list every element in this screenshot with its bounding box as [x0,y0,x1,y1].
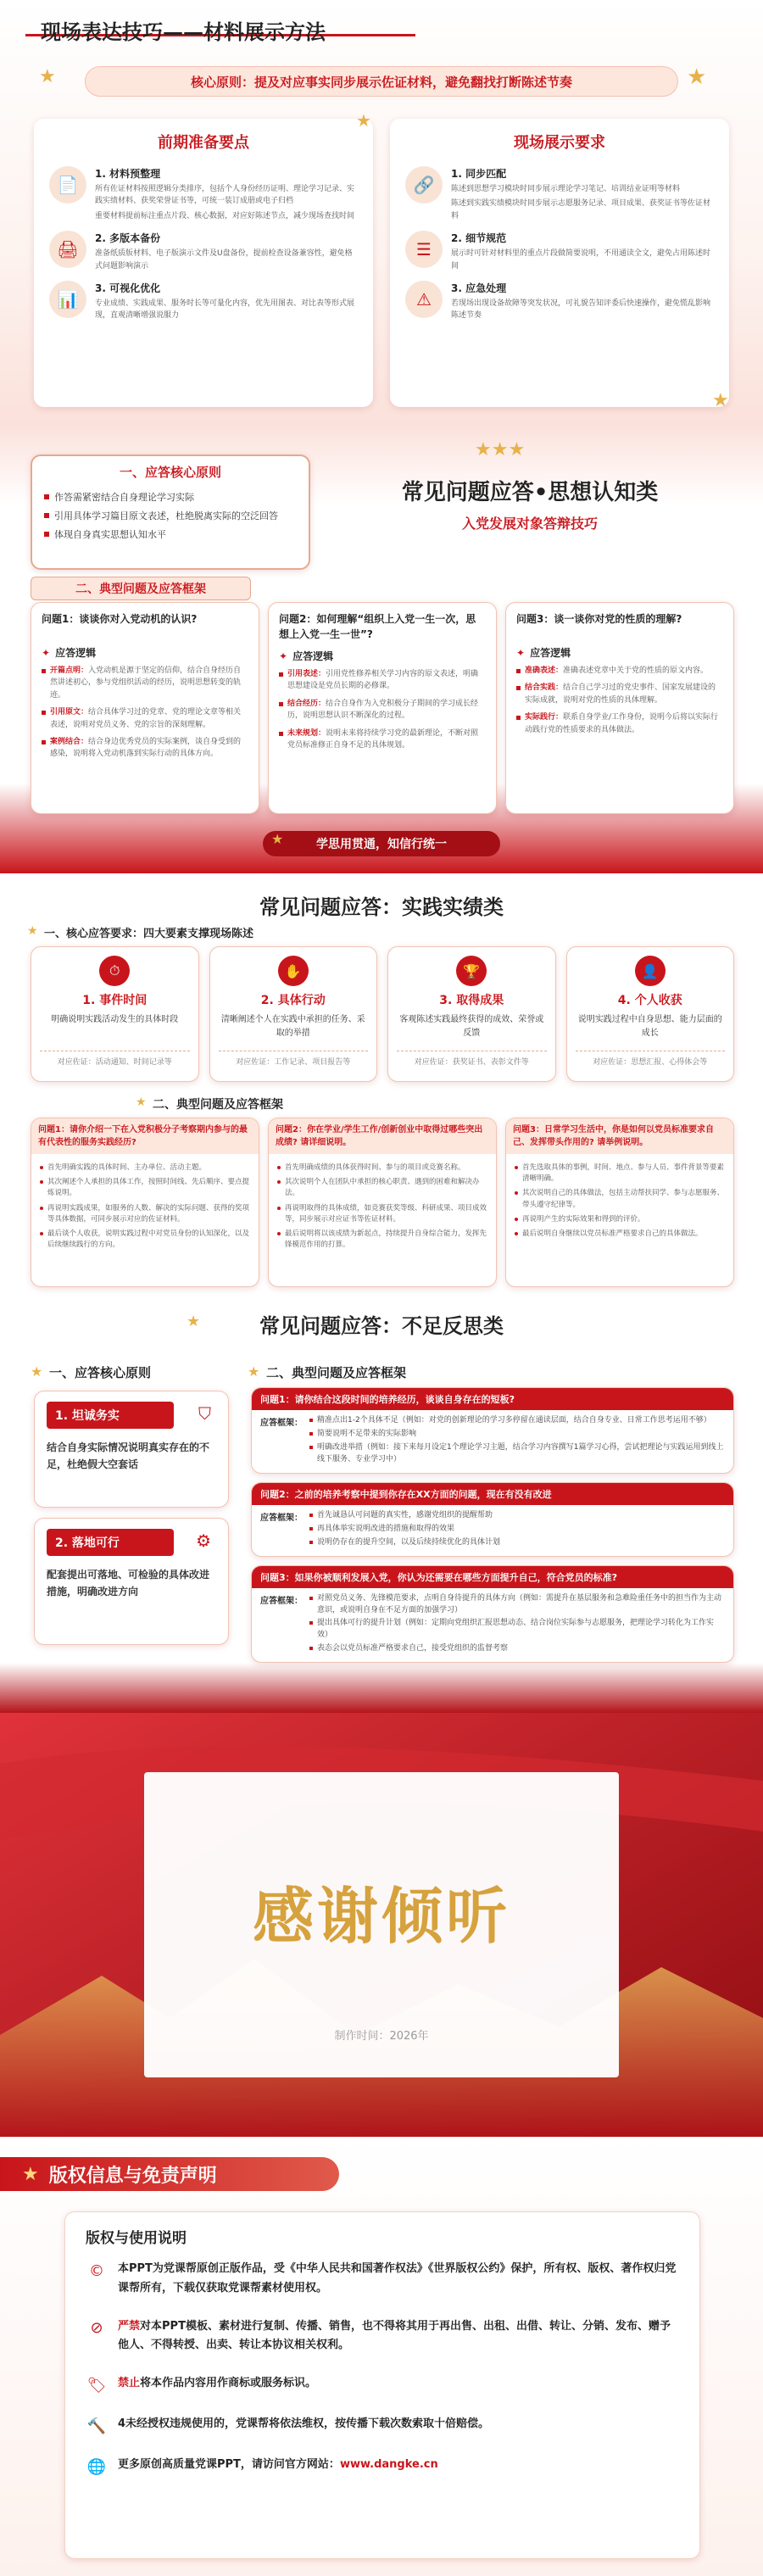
practice-answer [277,1229,487,1251]
answer-label: 应答框架： [260,1596,303,1606]
material-icon: 🖨 [49,231,86,268]
logic-item [42,736,248,761]
section-reflection [0,1297,763,1713]
star-icon: ★ [27,924,38,938]
star-icon: ★ [712,390,729,411]
logic-key: 实际践行： [525,713,564,722]
reflection-question: 问题2：之前的培养考察中提到你存在XX方面的问题，现在有没有改进 [252,1483,733,1505]
material-item-text [451,231,714,272]
shield-icon: ⛉ [198,1403,211,1424]
practice-answer [515,1188,725,1210]
logic-label-text: 应答逻辑 [530,647,571,659]
practice-answer [40,1229,250,1251]
copyright-text [118,2260,679,2299]
thought-main-title: 常见问题应答•思想认知类 [401,480,659,505]
logic-label [42,645,248,660]
bullet-icon [42,740,46,744]
bullet-icon [277,1232,281,1235]
copyright-item [86,2415,679,2437]
principle-feasible [34,1518,229,1645]
reflection-title: 常见问题应答：不足反思类 [259,1314,504,1338]
thanks-panel [144,1772,619,2077]
copyright-text [118,2456,438,2475]
requirement-heading: 2. 具体行动 [260,994,326,1007]
logic-label [279,649,486,663]
copyright-item [86,2456,679,2478]
copyright-title: 版权信息与免责声明 [48,2165,217,2187]
bullet-icon [516,686,521,690]
practice-core-label: 一、核心应答要求：四大要素支撑现场陈述 [44,928,254,940]
bullet-icon [277,1207,281,1210]
answer-item [309,1593,725,1617]
logic-key: 引用表述： [287,670,326,678]
answer-item [309,1415,725,1427]
bullet-icon [277,1180,281,1184]
principle-honest-title: 1. 坦诚务实 [47,1402,174,1429]
logic-value: 说明未来将持续学习党的最新理论，不断对照党员标准修正自身不足的具体规划。 [287,728,479,750]
bullet-icon [44,513,49,518]
practice-answer [515,1214,725,1225]
practice-question-card [31,1118,259,1287]
core-principle-item [44,490,297,505]
material-item-text [95,231,358,272]
logic-item [279,728,486,752]
requirement-evidence: 对应佐证：获奖证书、表彰文件等 [397,1051,547,1067]
answer-item-text: 再具体举实说明改进的措施和取得的效果 [317,1524,455,1533]
principle-honest-text: 结合自身实际情况说明真实存在的不足，杜绝假大空套话 [47,1441,210,1471]
practice-answer [515,1163,725,1185]
logic-key: 案例结合： [50,737,89,746]
copyright-icon: 🔨 [86,2417,107,2435]
practice-answer-text: 最后说明将以该成绩为新起点，持续提升自身综合能力，发挥先锋模范作用的打算。 [285,1229,487,1250]
practice-question-card [505,1118,734,1287]
star-icon: ★★★ [475,439,526,460]
practice-question: 问题1：请你介绍一下在入党积极分子考察期内参与的最有代表性的服务实践经历? [31,1118,259,1154]
website-link[interactable]: www.dangke.cn [339,2458,438,2471]
practice-title: 常见问题应答：实践实绩类 [259,895,504,919]
answer-item-text: 对照党员义务、先锋模范要求，点明自身待提升的具体方向（例如：需提升在基层服务和急难险重任务中的担当作为主动意识，或说明自身在不足方面的加强学习） [317,1593,722,1614]
prep-card [34,119,373,407]
core-principle-box [31,454,310,570]
material-item-text [95,281,358,322]
copyright-text [118,2374,316,2394]
copyright-body: 未经授权违规使用的，党课帮将依法维权，按传播下载次数索取十倍赔偿。 [125,2417,490,2430]
material-item-text [95,166,358,222]
material-item-body-extra: 陈述到实践实绩模块时同步展示志愿服务记录、项目成果、获奖证书等佐证材料 [451,199,711,220]
core-principle-text: 引用具体学习篇目原文表述，杜绝脱离实际的空泛回答 [54,510,278,522]
bullet-icon [309,1647,313,1650]
requirement-icon: ✋ [278,956,309,986]
practice-question-card [268,1118,497,1287]
answer-item-text: 首先诚恳认可问题的真实性，感谢党组织的提醒帮助 [317,1510,493,1519]
material-icon: ☰ [405,231,443,268]
answer-list [309,1510,725,1551]
section-copyright [0,2137,763,2576]
reflection-question: 问题1：请你结合这段时间的培养经历，谈谈自身存在的短板? [252,1388,733,1410]
bullet-icon [309,1541,313,1544]
material-item-heading: 1. 材料预整理 [95,168,161,180]
bullet-icon [309,1419,313,1422]
material-item [49,166,358,222]
section-material-display [0,0,763,424]
requirement-card [31,946,199,1082]
thought-question-card [31,602,259,814]
bullet-icon [515,1232,518,1235]
practice-questions [31,1118,734,1287]
answer-item-text: 说明仍存在的提升空间，以及后续持续优化的具体计划 [317,1537,501,1547]
answer-item [309,1442,725,1466]
bullet-icon [40,1232,43,1235]
material-item [405,231,714,272]
display-items [390,153,729,327]
thought-questions [31,602,734,814]
logic-value: 结合具体学习过的党章、党的理论文章等相关表述，说明对党员义务、党的宗旨的深刻理解。 [50,708,242,729]
requirement-card [387,946,556,1082]
core-principle-item [44,527,297,542]
bullet-icon [515,1166,518,1169]
page-title: 现场表达技巧——材料展示方法 [41,20,326,44]
requirement-card [566,946,735,1082]
unity-banner [263,831,500,856]
prep-card-title: 前期准备要点 [158,134,249,152]
unity-banner-text: 学思用贯通，知信行统一 [316,838,447,851]
practice-answer-list [506,1154,733,1245]
logic-icon: ✦ [279,650,288,662]
copyright-subtitle: 版权与使用说明 [86,2230,187,2247]
reflection-question-card [251,1565,734,1664]
practice-answer-text: 首先明确实践的具体时间、主办单位、活动主题。 [47,1163,207,1172]
logic-key: 未来规划： [287,728,326,738]
material-item-heading: 1. 同步匹配 [451,168,507,180]
practice-answer [277,1163,487,1174]
bullet-icon [40,1207,43,1210]
copyright-icon: ⊘ [90,2319,103,2337]
practice-answer-text: 其次说明自己的具体做法，包括主动帮扶同学、参与志愿服务、带头遵守纪律等。 [522,1189,725,1209]
copyright-body: 对本PPT模板、素材进行复制、传播、销售，也不得将其用于再出售、出租、出借、转让、分销、发布、赠予他人、不得转授、出卖、转让本协议相关权利。 [118,2319,671,2352]
logic-key: 结合经历： [287,699,326,708]
logic-item [516,711,723,736]
material-item-heading: 3. 可视化优化 [95,282,161,294]
material-item-body: 所有佐证材料按照逻辑分类排序，包括个人身份经历证明、理论学习记录、实践实绩材料、获奖荣誉证书等，可统一装订成册或电子归档 [95,185,355,206]
bullet-icon [516,716,521,720]
practice-answer [40,1203,250,1225]
requirement-heading: 3. 取得成果 [439,994,504,1007]
section-practice [0,873,763,1297]
practice-question: 问题2：你在学业/学生工作/创新创业中取得过哪些突出成绩? 请详细说明。 [269,1118,496,1154]
section-thought [0,424,763,873]
reflection-answer [252,1410,733,1473]
requirement-card [209,946,378,1082]
answer-item [309,1524,725,1536]
principle-feasible-text: 配套提出可落地、可检验的具体改进措施，明确改进方向 [47,1569,210,1598]
practice-answer [277,1177,487,1199]
star-icon: ★ [187,1313,201,1330]
answer-label: 应答框架： [260,1419,303,1428]
answer-item-text: 精准点出1-2个具体不足（例如：对党的创新理论的学习多停留在通读层面，结合自身专业、日常工作思考运用不够） [317,1416,711,1425]
prep-items [34,153,373,327]
practice-answer [515,1229,725,1240]
bullet-icon [44,532,49,537]
core-principle-item [44,509,297,523]
practice-frame-title: 二、典型问题及应答框架 [153,1098,283,1112]
reflection-answer [252,1505,733,1556]
thought-frame-title: 二、典型问题及应答框架 [31,577,251,600]
logic-label [516,645,723,660]
bullet-icon [42,711,46,715]
thought-subtitle: 入党发展对象答辩技巧 [461,516,598,532]
requirement-evidence: 对应佐证：思想汇报、心得体会等 [576,1051,726,1067]
answer-item [309,1618,725,1642]
core-principle-text: 体现自身真实思想认知水平 [54,529,166,541]
bullet-icon [40,1180,43,1184]
thought-question: 问题3：谈一谈你对党的性质的理解? [516,613,682,625]
copyright-prefix: 4 [118,2417,126,2430]
logic-key: 结合实践： [525,683,564,693]
core-principle-text: 作答需紧密结合自身理论学习实际 [54,492,194,503]
thought-question: 问题2：如何理解“组织上入党一生一次，思想上入党一生一世”? [279,613,476,640]
bullet-icon [279,702,283,706]
thanks-title: 感谢倾听 [252,1881,510,1952]
bullet-icon [309,1597,313,1600]
logic-value: 结合身边优秀党员的实际案例，谈自身受到的感染，说明将入党动机落到实际行动的具体方向。 [50,737,242,759]
answer-item-text: 简要说明不足带来的实际影响 [317,1429,417,1438]
bullet-icon [309,1514,313,1517]
material-item-body: 准备纸质版材料、电子版演示文件及U盘备份，提前检查设备兼容性，避免格式问题影响演示 [95,249,353,270]
practice-answer-text: 最后谈个人收获，说明实践过程中对党员身份的认知深化，以及后续继续践行的方向。 [47,1229,250,1250]
requirement-heading: 4. 个人收获 [617,994,682,1007]
requirement-desc: 客观陈述实践最终获得的成效、荣誉或反馈 [399,1015,544,1038]
gear-icon: ⚙ [196,1531,211,1551]
material-item [405,166,714,222]
material-icon: 📊 [49,281,86,318]
practice-answer [277,1203,487,1225]
bullet-icon [309,1432,313,1436]
practice-cards [31,946,734,1082]
star-icon: ★ [687,64,707,90]
logic-item [42,706,248,731]
bullet-icon [515,1218,518,1221]
logic-item [279,698,486,722]
display-card-title: 现场展示要求 [514,134,605,152]
answer-item [309,1429,725,1441]
answer-item [309,1537,725,1549]
logic-value: 准确表述党章中关于党的性质的原文内容。 [563,666,709,675]
material-icon: 📄 [49,166,86,204]
practice-answer-text: 再说明产生的实际效果和得到的评价。 [522,1214,645,1224]
copyright-item [86,2317,679,2356]
logic-value: 入党动机是源于坚定的信仰，结合自身经历自然讲述初心，参与党组织活动的经历，说明思想转变的轨迹。 [50,666,242,700]
bullet-icon [279,672,283,677]
reflection-question-card [251,1387,734,1474]
answer-label: 应答框架： [260,1513,303,1523]
practice-answer-text: 首先明确成绩的具体获得时间、参与的项目或竞赛名称。 [285,1163,465,1172]
reflection-answer [252,1588,733,1663]
copyright-body: 将本作品内容用作商标或服务标识。 [140,2377,317,2389]
requirement-desc: 明确说明实践活动发生的具体时段 [51,1015,179,1024]
thought-question-card [268,602,497,814]
star-icon: ★ [271,831,284,847]
answer-item-text: 表态会以党员标准严格要求自己，接受党组织的监督考察 [317,1644,509,1653]
requirement-desc: 说明实践过程中自身思想、能力层面的成长 [577,1015,722,1038]
copyright-item [86,2374,679,2396]
star-icon: ★ [248,1363,260,1380]
logic-key: 开篇点明： [50,666,89,675]
copyright-body: 本PPT为党课帮原创正版作品，受《中华人民共和国著作权法》《世界版权公约》保护，所有权、版权、著作权归党课帮所有，下载仅获取党课帮素材使用权。 [118,2262,677,2294]
requirement-icon: 🏆 [456,956,487,986]
copyright-icon: 🌐 [86,2457,107,2476]
star-icon: ★ [22,2163,39,2185]
logic-item [516,682,723,706]
logic-item [279,668,486,693]
copyright-icon: © [89,2261,104,2280]
practice-answer-text: 其次说明个人在团队中承担的核心职责、遇到的困难和解决办法。 [285,1178,480,1198]
logic-icon: ✦ [42,647,51,659]
material-item-body: 展示时可针对材料里的重点片段做简要说明，不用通读全文，避免占用陈述时间 [451,249,711,270]
thanks-time: 制作时间：2026年 [334,2030,429,2043]
reflection-question-card [251,1482,734,1557]
bullet-icon [277,1166,281,1169]
answer-list [309,1415,725,1468]
requirement-icon: ⏱ [99,956,130,986]
bullet-icon [309,1446,313,1449]
copyright-text [118,2415,489,2434]
logic-label-text: 应答逻辑 [55,647,97,659]
requirement-desc: 清晰阐述个人在实践中承担的任务、采取的举措 [220,1015,365,1038]
bullet-icon [44,494,49,499]
logic-item [42,665,248,701]
reflection-question: 问题3：如果你被顺利发展入党，你认为还需要在哪些方面提升自己，符合党员的标准? [252,1566,733,1588]
thought-question: 问题1：谈谈你对入党动机的认识? [42,613,198,625]
material-item-heading: 2. 多版本备份 [95,232,161,245]
display-card [390,119,729,407]
bullet-icon [42,669,46,673]
logic-key: 引用原文： [50,708,89,717]
answer-list [309,1593,725,1658]
bullet-icon [279,732,283,736]
logic-value: 联系自身学业/工作身份，说明今后将以实际行动践行党的性质要求的具体做法。 [525,713,719,734]
practice-answer-text: 最后说明自身继续以党员标准严格要求自己的具体做法。 [522,1229,703,1238]
logic-value: 结合自身作为入党积极分子期间的学习成长经历，说明思想认识不断深化的过程。 [287,699,479,721]
material-item [405,281,714,322]
requirement-icon: 👤 [635,956,666,986]
material-item-body: 陈述到思想学习模块时同步展示理论学习笔记、培训结业证明等材料 [451,185,681,193]
reflection-questions [251,1387,734,1667]
material-item [49,231,358,272]
thought-question-card [505,602,734,814]
copyright-header [0,2157,339,2191]
practice-question: 问题3：日常学习生活中，你是如何以党员标准要求自己、发挥带头作用的? 请举例说明。 [506,1118,733,1154]
material-item-body: 专业成绩、实践成果、服务时长等可量化内容，优先用图表、对比表等形式展现，直观清晰增强说服力 [95,298,355,321]
requirement-evidence: 对应佐证：活动通知、时间记录等 [40,1051,190,1067]
material-item-text [451,281,714,322]
bullet-icon [40,1166,43,1169]
practice-answer-text: 再说明取得的具体成绩，如竞赛获奖等级、科研成果、项目成效等，同步展示对应证书等佐证材料。 [285,1203,487,1224]
reflection-left-title: 一、应答核心原则 [49,1365,152,1380]
material-item-heading: 3. 应急处理 [451,282,507,294]
practice-answer-text: 首先选取具体的事例，时间、地点、参与人员、事件背景等要素清晰明确。 [522,1163,725,1184]
section-thanks [0,1713,763,2137]
practice-answer-list [31,1154,259,1256]
practice-answer-text: 其次阐述个人承担的具体工作，按照时间线、先后顺序、要点提炼说明。 [47,1178,250,1198]
logic-icon: ✦ [516,647,526,659]
copyright-emphasis: 严禁 [118,2319,141,2333]
material-icon: 🔗 [405,166,443,204]
copyright-text [118,2317,679,2356]
bullet-icon [309,1527,313,1531]
star-icon: ★ [31,1363,43,1380]
star-icon: ★ [39,66,56,87]
requirement-heading: 1. 事件时间 [82,994,148,1007]
star-icon: ★ [136,1096,147,1109]
logic-value: 结合自己学习过的党史事件、国家发展建设的实际成就，说明对党的性质的具体理解。 [525,683,716,705]
reflection-right-title: 二、典型问题及应答框架 [266,1365,407,1380]
principle-honest [34,1391,229,1508]
practice-answer-text: 再说明实践成果，如服务的人数、解决的实际问题、获得的奖项等具体数据，可同步展示对应的佐证材料。 [47,1203,250,1224]
answer-item-text: 明确改进举措（例如：接下来每月设定1个理论学习主题，结合学习内容撰写1篇学习心得，尝试把理论与实践运用到线上线下服务、专业学习中） [317,1442,724,1464]
principle-feasible-title: 2. 落地可行 [47,1529,174,1556]
material-item-text [451,166,714,222]
bullet-icon [309,1621,313,1625]
bullet-icon [516,669,521,673]
copyright-item [86,2260,679,2299]
bullet-icon [515,1191,518,1195]
core-principle-list [32,481,309,551]
copyright-icon: 🏷 [86,2376,107,2395]
logic-value: 引用党性修养相关学习内容的原文表述，明确思想建设是党员长期的必修课。 [287,670,479,691]
answer-item-text: 提出具体可行的提升计划（例如：定期向党组织汇报思想动态、结合岗位实际参与志愿服务，把理论学习转化为工作实效） [317,1619,715,1640]
logic-label-text: 应答逻辑 [292,650,334,662]
copyright-emphasis: 禁止 [118,2377,141,2389]
answer-item [309,1510,725,1522]
practice-answer-list [269,1154,496,1256]
principle-text: 核心原则：提及对应事实同步展示佐证材料，避免翻找打断陈述节奏 [190,74,572,90]
material-item [49,281,358,322]
copyright-body: 更多原创高质量党课PPT，请访问官方网站： [118,2458,340,2471]
copyright-list [86,2260,679,2496]
copyright-card [64,2211,700,2559]
material-item-body-extra: 重要材料提前标注重点片段、核心数据，对应好陈述节点，减少现场查找时间 [95,211,355,220]
practice-answer [40,1163,250,1174]
material-icon: ⚠ [405,281,443,318]
star-icon: ★ [356,110,371,131]
material-item-body: 若现场出现设备故障等突发状况，可礼貌告知评委后快速操作，避免慌乱影响陈述节奏 [451,298,711,321]
requirement-evidence: 对应佐证：工作记录、项目报告等 [219,1051,369,1067]
material-item-heading: 2. 细节规范 [451,232,507,245]
logic-item [516,665,723,677]
principle-banner [85,66,678,97]
logic-key: 准确表述： [525,666,564,675]
practice-answer [40,1177,250,1199]
answer-item [309,1643,725,1655]
core-principle-title: 一、应答核心原则 [119,465,221,480]
